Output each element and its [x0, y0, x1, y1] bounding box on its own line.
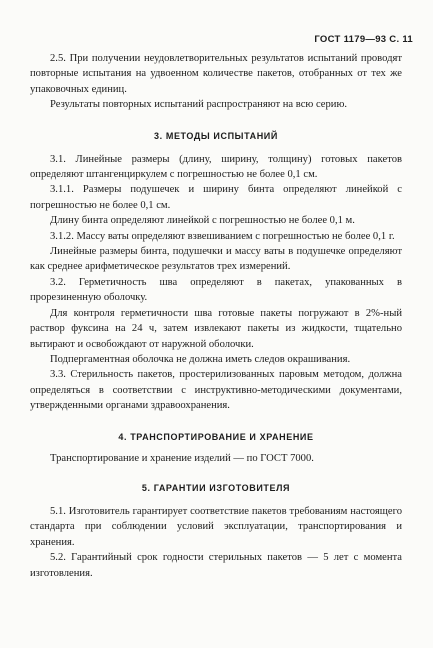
- section-3-heading: 3. МЕТОДЫ ИСПЫТАНИЙ: [154, 130, 278, 141]
- paragraph-3-2: 3.2. Герметичность шва определяют в пакетах, упакованных в прорезиненную оболочку.: [30, 276, 402, 304]
- paragraph-parchment-shell: Подпергаментная оболочка не должна иметь следов окрашивания.: [50, 353, 351, 365]
- paragraph-seal-control: Для контроля герметичности шва готовые пакеты погружают в 2%-ный раствор фуксина на 24 ч, затем извлекают пакеты из жидкости, тщательно вытирают и освобождают от наружной оболочки.: [30, 307, 402, 350]
- paragraph-repeat-results: Результаты повторных испытаний распространяют на всю серию.: [50, 99, 348, 111]
- paragraph-5-1: 5.1. Изготовитель гарантирует соответствие пакетов требованиям настоящего стандарта при соблюдении условий эксплуатации, транспортирования и хранения.: [30, 505, 402, 548]
- page-header: ГОСТ 1179—93 С. 11: [314, 34, 413, 45]
- paragraph-transport: Транспортирование и хранение изделий — по ГОСТ 7000.: [50, 452, 314, 464]
- paragraph-2-5: 2.5. При получении неудовлетворительных результатов испытаний проводят повторные испытания на удвоенном количестве пакетов, отобранных от тех же упаковочных единиц.: [30, 53, 402, 95]
- section-5-heading: 5. ГАРАНТИИ ИЗГОТОВИТЕЛЯ: [141, 482, 291, 493]
- paragraph-3-1: 3.1. Линейные размеры (длину, ширину, толщину) готовых пакетов определяют штангенциркулем с погрешностью не более 0,1 см.: [30, 153, 402, 181]
- paragraph-3-3: 3.3. Стерильность пакетов, простерилизованных паровым методом, должна определяться в соответствии с инструктивно-методическими документами, утвержденными органами здравоохранения.: [30, 369, 402, 412]
- paragraph-3-1-1: 3.1.1. Размеры подушечек и ширину бинта определяют линейкой с погрешностью не более 0,1 см.: [30, 184, 402, 211]
- paragraph-3-1-2: 3.1.2. Массу ваты определяют взвешиванием с погрешностью не более 0,1 г.: [50, 230, 395, 242]
- section-4-heading: 4. ТРАНСПОРТИРОВАНИЕ И ХРАНЕНИЕ: [118, 431, 314, 442]
- paragraph-bandage-length: Длину бинта определяют линейкой с погрешностью не более 0,1 м.: [50, 215, 355, 227]
- paragraph-5-2: 5.2. Гарантийный срок годности стерильных пакетов — 5 лет с момента изготовления.: [30, 552, 402, 579]
- document-body: [30, 51, 402, 581]
- paragraph-linear-sizes: Линейные размеры бинта, подушечки и массу ваты в подушечке определяют как среднее арифметическое результатов трех измерений.: [30, 246, 402, 273]
